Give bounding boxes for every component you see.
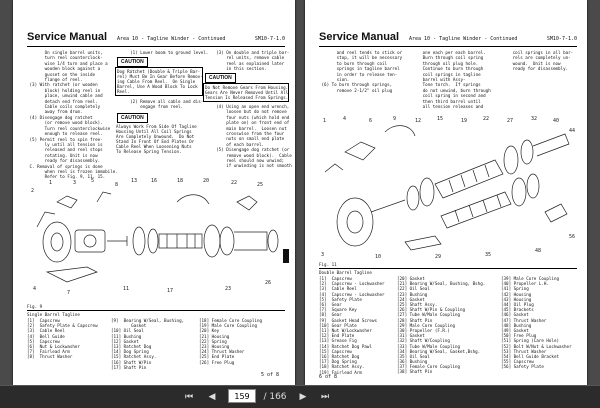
parts-list-column-2: [20] Gasket [21] Bearing W/Seal, Bushing, Bshg. [22] Oil Seal [23] Bushing [24] Gasket [25] Shaft Assy. [26] Shaft W/Pin & Coupling [27] Tube W/Male Coupling [28] Shaft Pin [29] Male Core Coupling [30] Propeller (F.R.) [31] Gasket [32] Shaft W/Coupling [33] Tube W/Male Coupling [34] Bearing W/Seal, Gasket,Bshg. [35] Oil Seal [36] Bushing xyxy=(397,276,486,365)
page-header xyxy=(319,31,577,45)
text-column-1: On single barrel units, turn reel counterclock- wise 1/4 turn and place a wooden block against a gusset on the inside flange of reel. (3) With ratchet (or wooden block) holding reel in place, unwind cable and detach end from reel. Cable coils completely away from drum. (4) Disengage dog ratchet (or remove wood block). Turn reel counterclockwise enough to release reel. (5) Permit reel to spin free- ly until all tension is released and reel stops rotating. Unit is now ready for disassembly. C. Removal of springs is done when reel is frozen immobile. Refer to Fig. 9, 11, 15. xyxy=(29,50,118,180)
exploded-diagram-single-barrel xyxy=(27,172,285,300)
caution-label: CAUTION xyxy=(117,57,148,67)
svg-text:8: 8 xyxy=(115,182,119,188)
svg-text:18: 18 xyxy=(177,178,184,184)
text-column-2-step: (2) Remove all cable and dis- engage from reel. xyxy=(130,99,204,110)
last-page-button[interactable]: ⏭ xyxy=(320,392,330,402)
svg-text:15: 15 xyxy=(437,116,444,122)
svg-text:27: 27 xyxy=(507,118,514,124)
header-rule xyxy=(27,46,285,47)
figure-rule xyxy=(27,310,285,311)
svg-text:25: 25 xyxy=(257,182,264,188)
svg-text:23: 23 xyxy=(225,286,232,292)
svg-text:20: 20 xyxy=(203,178,210,184)
figure-caption: Double Barrel Tagline xyxy=(319,270,372,275)
page-total: / 166 xyxy=(263,392,287,402)
svg-text:56: 56 xyxy=(569,234,576,240)
svg-text:2: 2 xyxy=(31,188,35,194)
header-rule xyxy=(319,46,577,47)
caution-text: Dog Ratchet (Double & Triple Bar- rel) Must Be In Gear Before Remov- ing Cable From Reel. On Single Barrel, Use A Wood Block To Lock Reel. xyxy=(117,69,203,94)
page-right xyxy=(305,0,587,385)
page-left xyxy=(13,0,295,385)
section-tab-marker xyxy=(283,249,289,263)
figure-rule xyxy=(319,268,577,269)
svg-text:4: 4 xyxy=(33,286,37,292)
caution-text: Always Work From Side Of Tagline Housing Until All Coil Springs Are Completely Unwound. Do Not Stand In Front Of End Plates Or Cable Reel When Loosening Nuts To Release Spring Tension. xyxy=(116,124,197,154)
page-number-input[interactable]: 159 xyxy=(228,389,256,403)
svg-text:4: 4 xyxy=(343,116,347,122)
svg-text:19: 19 xyxy=(461,118,468,124)
document-code: SM10-7-1.0 xyxy=(546,36,577,42)
svg-text:26: 26 xyxy=(265,280,272,286)
section-title: Area 10 - Tagline Winder - Continued xyxy=(409,36,518,42)
text-column-1: and reel tends to stick or stop, it will be necessary to burn through coil springs in tagline barrel in order to release ten- sion. (6) To burn through springs, remove 2-1/2" oil plug xyxy=(321,50,403,93)
svg-text:3: 3 xyxy=(321,252,325,258)
svg-text:3: 3 xyxy=(73,180,77,186)
svg-text:48: 48 xyxy=(535,248,542,254)
svg-text:6: 6 xyxy=(369,118,373,124)
first-page-button[interactable]: ⏮ xyxy=(184,392,194,402)
text-column-2: one each per each barrel. Burn through coil spring through oil plug hole. Continue to burn through coil springs in tagline barrel with Assy- Tone torch. If springs do not unwind, burn through coil spring in second and then third barrel until all tension releases and xyxy=(422,50,491,110)
svg-text:29: 29 xyxy=(435,254,442,260)
previous-page-button[interactable]: ◀ xyxy=(208,392,216,402)
figure-caption: Single Barrel Tagline xyxy=(27,312,80,317)
page-number: 5 of 8 xyxy=(261,372,280,378)
manual-title: Service Manual xyxy=(27,31,108,43)
caution-label: CAUTION xyxy=(117,113,148,123)
svg-text:1: 1 xyxy=(323,118,327,124)
svg-text:7: 7 xyxy=(67,290,71,296)
parts-list-column-4: [39] Male Core Coupling [40] Propeller L.H. [41] Spring [42] Housing [43] Housing [44] Oil Plug [45] Brackets [46] Gasket [47] Thrust Washer [48] Bushing [49] Gasket [50] Free Plug [51] Spring (Care Hole) [52] Bolt W/Nut & Lockwasher [53] Thrust Washer [54] Bell Guide Bracket [55] Capscrew [56] Safety Plate xyxy=(501,276,572,370)
svg-text:32: 32 xyxy=(531,116,538,122)
svg-text:10: 10 xyxy=(375,254,382,260)
parts-list-column-3: [18] Female Core Coupling [19] Male Core Coupling [20] Key [21] Housing [22] Spring [23] Housing [24] Thrust Washer [25] End Plate [26] Free Plug xyxy=(199,318,263,365)
manual-title: Service Manual xyxy=(319,31,400,43)
svg-text:17: 17 xyxy=(167,288,174,294)
svg-text:40: 40 xyxy=(553,118,560,124)
svg-text:16: 16 xyxy=(151,178,158,184)
parts-list-column-1: [1] Capscrew [2] Safety Plate & Capscrew [3] Cable Reel [4] Bell Guide [5] Capscrew [6] Nut & Lockwasher [7] Fairlead Arm [8] Thrust Washer xyxy=(27,318,98,360)
svg-text:35: 35 xyxy=(485,252,492,258)
svg-text:13: 13 xyxy=(131,178,138,184)
figure-label: Fig. 9 xyxy=(27,304,43,309)
svg-text:22: 22 xyxy=(483,116,490,122)
figure-label: Fig. 11 xyxy=(319,262,337,267)
text-column-3: coil springs in all bar- rels are completely un- wound. Unit is now ready for disassembly. xyxy=(512,50,574,72)
svg-text:11: 11 xyxy=(123,286,130,292)
page-number: 6 of 8 xyxy=(319,374,338,380)
parts-list-column-1: [1] Capscrew [2] Capscrew - Lockwasher [3] Cable Reel [4] Capscrew - Lockwasher [5] Safety Plate [6] Gear [7] Square Key [8] Gear [9] Gasket Head Screws [10] Gear Plate [11] Nut W/Lockwasher [12] End Plate [13] Grease Fig [14] Ratchet Dog Pawl [15] Capscrew [16] Ratchet Dog [17] Dog Spring [18] Ratchet Assy. [19] Fairlead Arm xyxy=(319,276,385,375)
viewer-toolbar xyxy=(0,385,600,408)
parts-list-column-3: [37] Female Core Coupling [38] Shaft Pin xyxy=(397,364,461,375)
parts-list-column-2: [9] Bearing W/Seal, Bushing, Gasket [10] Oil Seal [11] Bushing [12] Gasket [13] Ratchet Dog [14] Dog Spring [15] Ratchet Assy. [16] Shaft W/Pin [17] Shaft Pin xyxy=(111,318,185,370)
caution-label: CAUTION xyxy=(205,73,236,83)
document-code: SM10-7-1.0 xyxy=(254,36,285,42)
next-page-button[interactable]: ▶ xyxy=(299,392,307,402)
svg-text:9: 9 xyxy=(393,116,397,122)
svg-text:22: 22 xyxy=(231,180,238,186)
text-column-3: (3) On double and triple bar- rel units, remove cable reel as explained later in this section. xyxy=(216,50,290,72)
svg-text:1: 1 xyxy=(49,180,53,186)
page-header xyxy=(27,31,285,45)
exploded-diagram-double-barrel xyxy=(315,112,581,260)
text-column-3-steps: (4) Using an open end wrench, loosen but do not remove four nuts (which hold end plate on) on front end of main barrel. Loosen nut crosswise from the four nuts on small end plate of each barrel. (5) Disengage dog ratchet (or remove wood block). Cable reel should now unwind; if unwinding is not smooth xyxy=(216,104,292,169)
svg-text:44: 44 xyxy=(569,128,576,134)
text-column-2-intro: (1) Lower boom to ground level. xyxy=(115,50,209,55)
section-title: Area 10 - Tagline Winder - Continued xyxy=(117,36,226,42)
svg-text:5: 5 xyxy=(91,178,95,184)
svg-text:12: 12 xyxy=(415,118,422,124)
caution-text: Do Not Remove Gears From Housing. Gears Are Never Removed Until All Tension Is Released From Springs. xyxy=(205,85,289,100)
